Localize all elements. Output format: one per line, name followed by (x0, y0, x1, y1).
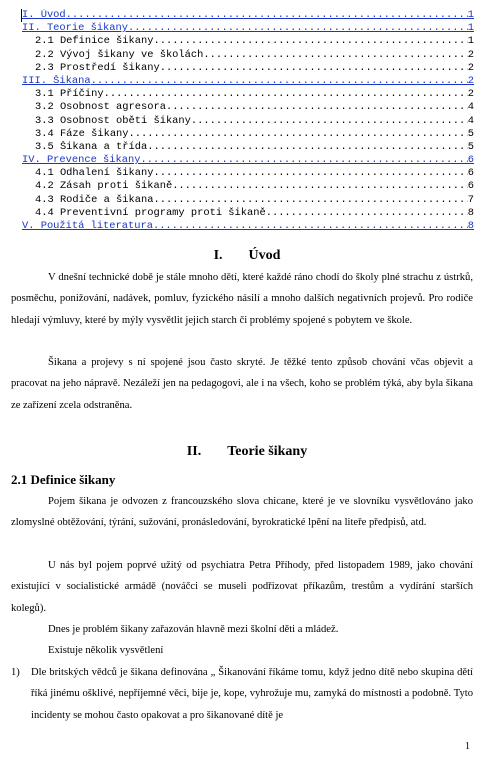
toc-entry-page: 2 (467, 88, 474, 101)
toc-entry[interactable] (22, 194, 474, 207)
toc-entry-page: 2 (467, 74, 474, 87)
toc-entry-title: III. Šikana (22, 74, 91, 87)
toc-entry[interactable] (22, 88, 474, 101)
toc-leader-dots (203, 49, 467, 62)
list-item (11, 662, 473, 726)
paragraph: V dnešní technické době je stále mnoho dětí, které každé ráno chodí do školy plné strachu z ústrků, posměchu, ponižování, nadávek, pomluv, fyzického násilí a mnoho dalších negativních projevů. Pro rodiče hledají výmluvy, které by mýly vysvětlit jejich starch či problémy spojené s pobytem ve škole. (11, 272, 473, 326)
toc-leader-dots (128, 22, 468, 35)
toc-leader-dots (166, 101, 468, 114)
list-marker: 1) (11, 667, 20, 678)
toc-leader-dots (104, 88, 468, 101)
page-number: 1 (465, 741, 470, 752)
list-text: Dle britských vědců je šikana definována „ Šikanování říkáme tomu, když jedno dítě nebo skupina dětí říká jinému ošklivé, nepříjemné věci, bije je, kope, vyhrožuje mu, zamyká do místnosti a podobně. Tyto incidenty se mohou často opakovat a pro šikanované dítě je (31, 667, 473, 721)
toc-entry[interactable] (22, 75, 474, 88)
toc-entry-page: 2 (467, 48, 474, 61)
heading-number: I. (213, 248, 223, 263)
toc-entry[interactable] (22, 22, 474, 35)
toc-entry-page: 5 (467, 127, 474, 140)
paragraph: Dnes je problém šikany zařazován hlavně mezi školní děti a mládež. (48, 624, 339, 635)
toc-leader-dots (191, 115, 468, 128)
toc-entry-page: 5 (467, 140, 474, 153)
toc-entry-title: 2.3 Prostředí šikany (35, 61, 160, 74)
toc-entry[interactable] (22, 128, 474, 141)
toc-entry-title: 4.2 Zásah proti šikaně (35, 180, 173, 193)
toc-leader-dots (153, 194, 467, 207)
toc-entry-page: 4 (467, 101, 474, 114)
toc-entry[interactable] (22, 49, 474, 62)
toc-entry-title: 3.2 Osobnost agresora (35, 101, 166, 114)
toc-leader-dots (91, 75, 468, 88)
toc-entry-title: 4.4 Preventivní programy proti šikaně (35, 206, 266, 219)
toc-leader-dots (266, 207, 468, 220)
heading-number: II. (186, 444, 202, 459)
toc-entry[interactable] (22, 180, 474, 193)
toc-entry-page: 1 (467, 22, 474, 35)
paragraph: Existuje několik vysvětlení (48, 645, 164, 656)
heading-uvod (0, 248, 494, 264)
toc-entry[interactable] (22, 35, 474, 48)
toc-entry[interactable] (22, 167, 474, 180)
toc-entry[interactable] (21, 9, 474, 22)
toc-entry-page: 8 (467, 220, 474, 232)
paragraph: U nás byl pojem poprvé užitý od psychiatra Petra Příhody, před listopadem 1989, jako chování existující v socialistické armádě (nováčci se museli podřizovat příkazům, trestům a vydírání starších kolegů). (11, 560, 473, 614)
subheading-definice: 2.1 Definice šikany (11, 472, 116, 487)
toc-leader-dots (172, 180, 468, 193)
toc-entry-page: 4 (467, 114, 474, 127)
toc-entry[interactable] (22, 154, 474, 167)
toc-entry-title: 4.3 Rodiče a šikana (35, 193, 154, 206)
toc-leader-dots (147, 141, 468, 154)
toc-entry-title: 2.1 Definice šikany (35, 35, 154, 48)
toc-entry-title: I. Úvod (22, 9, 66, 21)
paragraph: Šikana a projevy s ní spojené jsou často skryté. Je těžké tento způsob chování včas objevit a pracovat na jeho nápravě. Nezáleží jen na pedagogovi, ale i na všech, koho se problém týká, aby byla šikana ze zařízení zcela odstraněna. (11, 357, 473, 411)
paragraph: Pojem šikana je odvozen z francouzského slova chicane, které je ve slovníku vysvětlováno jako zlomyslné obtěžování, týrání, sužování, pronásledování, byrokratické lpění na liteře předpisů, atd. (11, 496, 473, 529)
toc-entry-page: 6 (467, 167, 474, 180)
toc-entry[interactable] (22, 141, 474, 154)
table-of-contents (22, 9, 474, 233)
toc-entry-title: 3.3 Osobnost oběti šikany (35, 114, 191, 127)
toc-entry-title: 3.5 Šikana a třída (35, 140, 148, 153)
toc-entry-page: 1 (467, 9, 474, 21)
toc-entry-page: 2 (467, 61, 474, 74)
toc-leader-dots (153, 167, 467, 180)
heading-teorie-sikany (0, 444, 494, 460)
toc-entry-title: V. Použitá literatura (22, 220, 153, 232)
toc-leader-dots (153, 35, 467, 48)
toc-entry[interactable] (22, 101, 474, 114)
toc-entry-title: IV. Prevence šikany (22, 154, 141, 167)
toc-entry-title: 4.1 Odhalení šikany (35, 167, 154, 180)
toc-entry-title: 3.4 Fáze šikany (35, 127, 129, 140)
toc-leader-dots (66, 9, 468, 22)
toc-entry[interactable] (22, 220, 474, 233)
toc-leader-dots (140, 154, 467, 167)
toc-entry-page: 6 (467, 180, 474, 193)
toc-entry[interactable] (22, 115, 474, 128)
toc-leader-dots (153, 220, 468, 233)
toc-entry[interactable] (22, 62, 474, 75)
toc-entry-page: 1 (467, 35, 474, 48)
toc-entry-page: 6 (467, 154, 474, 167)
toc-entry-title: 3.1 Příčiny (35, 88, 104, 101)
toc-entry-page: 8 (467, 206, 474, 219)
toc-entry-title: 2.2 Vývoj šikany ve školách (35, 48, 204, 61)
toc-entry-page: 7 (467, 193, 474, 206)
toc-leader-dots (129, 128, 468, 141)
toc-entry[interactable] (22, 207, 474, 220)
heading-title: Úvod (248, 248, 281, 263)
toc-leader-dots (160, 62, 468, 75)
toc-entry-title: II. Teorie šikany (22, 22, 129, 35)
heading-title: Teorie šikany (227, 444, 308, 459)
